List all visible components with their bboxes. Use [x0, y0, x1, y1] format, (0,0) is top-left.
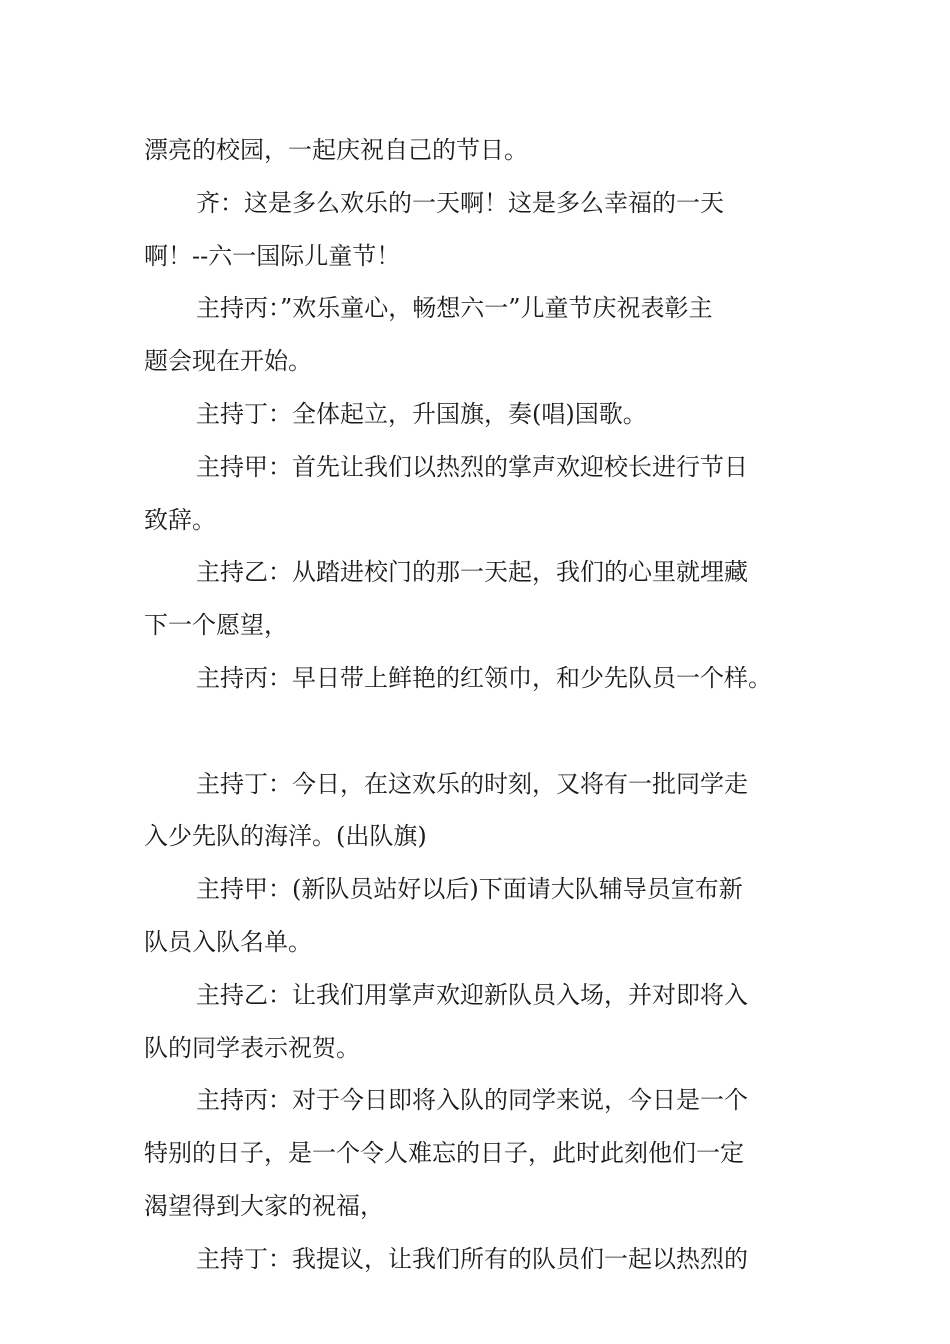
text-line: 啊！--六一国际儿童节！	[144, 241, 401, 270]
blank-line	[144, 705, 810, 758]
text-line: 主持甲：首先让我们以热烈的掌声欢迎校长进行节日	[196, 452, 748, 481]
document-body	[144, 124, 810, 1286]
text-line: 特别的日子，是一个令人难忘的日子，此时此刻他们一定	[144, 1139, 744, 1168]
text-line: 主持乙：从踏进校门的那一天起，我们的心里就埋藏	[196, 558, 748, 587]
text-line: 主持甲：(新队员站好以后)下面请大队辅导员宣布新	[196, 875, 743, 904]
text-line: 队的同学表示祝贺。	[144, 1033, 360, 1062]
text-line: 主持乙：让我们用掌声欢迎新队员入场，并对即将入	[196, 980, 748, 1009]
text-line: 主持丙：早日带上鲜艳的红领巾，和少先队员一个样。	[196, 663, 772, 692]
text-line: 队员入队名单。	[144, 927, 312, 956]
text-line: 主持丙：对于今日即将入队的同学来说，今日是一个	[196, 1086, 748, 1115]
text-line: 漂亮的校园，一起庆祝自己的节日。	[144, 136, 528, 164]
text-line: 主持丁：全体起立，升国旗，奏(唱)国歌。	[196, 399, 647, 428]
text-line: 齐：这是多么欢乐的一天啊！这是多么幸福的一天	[196, 188, 724, 217]
text-line: 主持丁：今日，在这欢乐的时刻，又将有一批同学走	[196, 769, 748, 798]
text-line: 入少先队的海洋。(出队旗)	[144, 822, 427, 851]
text-line: 致辞。	[144, 505, 216, 534]
text-line: 题会现在开始。	[144, 347, 312, 376]
text-line: 渴望得到大家的祝福，	[144, 1191, 384, 1220]
text-line: 下一个愿望，	[144, 611, 288, 640]
text-line: 主持丙：”欢乐童心，畅想六一”儿童节庆祝表彰主	[196, 294, 713, 323]
text-line: 主持丁：我提议，让我们所有的队员们一起以热烈的	[196, 1244, 748, 1273]
